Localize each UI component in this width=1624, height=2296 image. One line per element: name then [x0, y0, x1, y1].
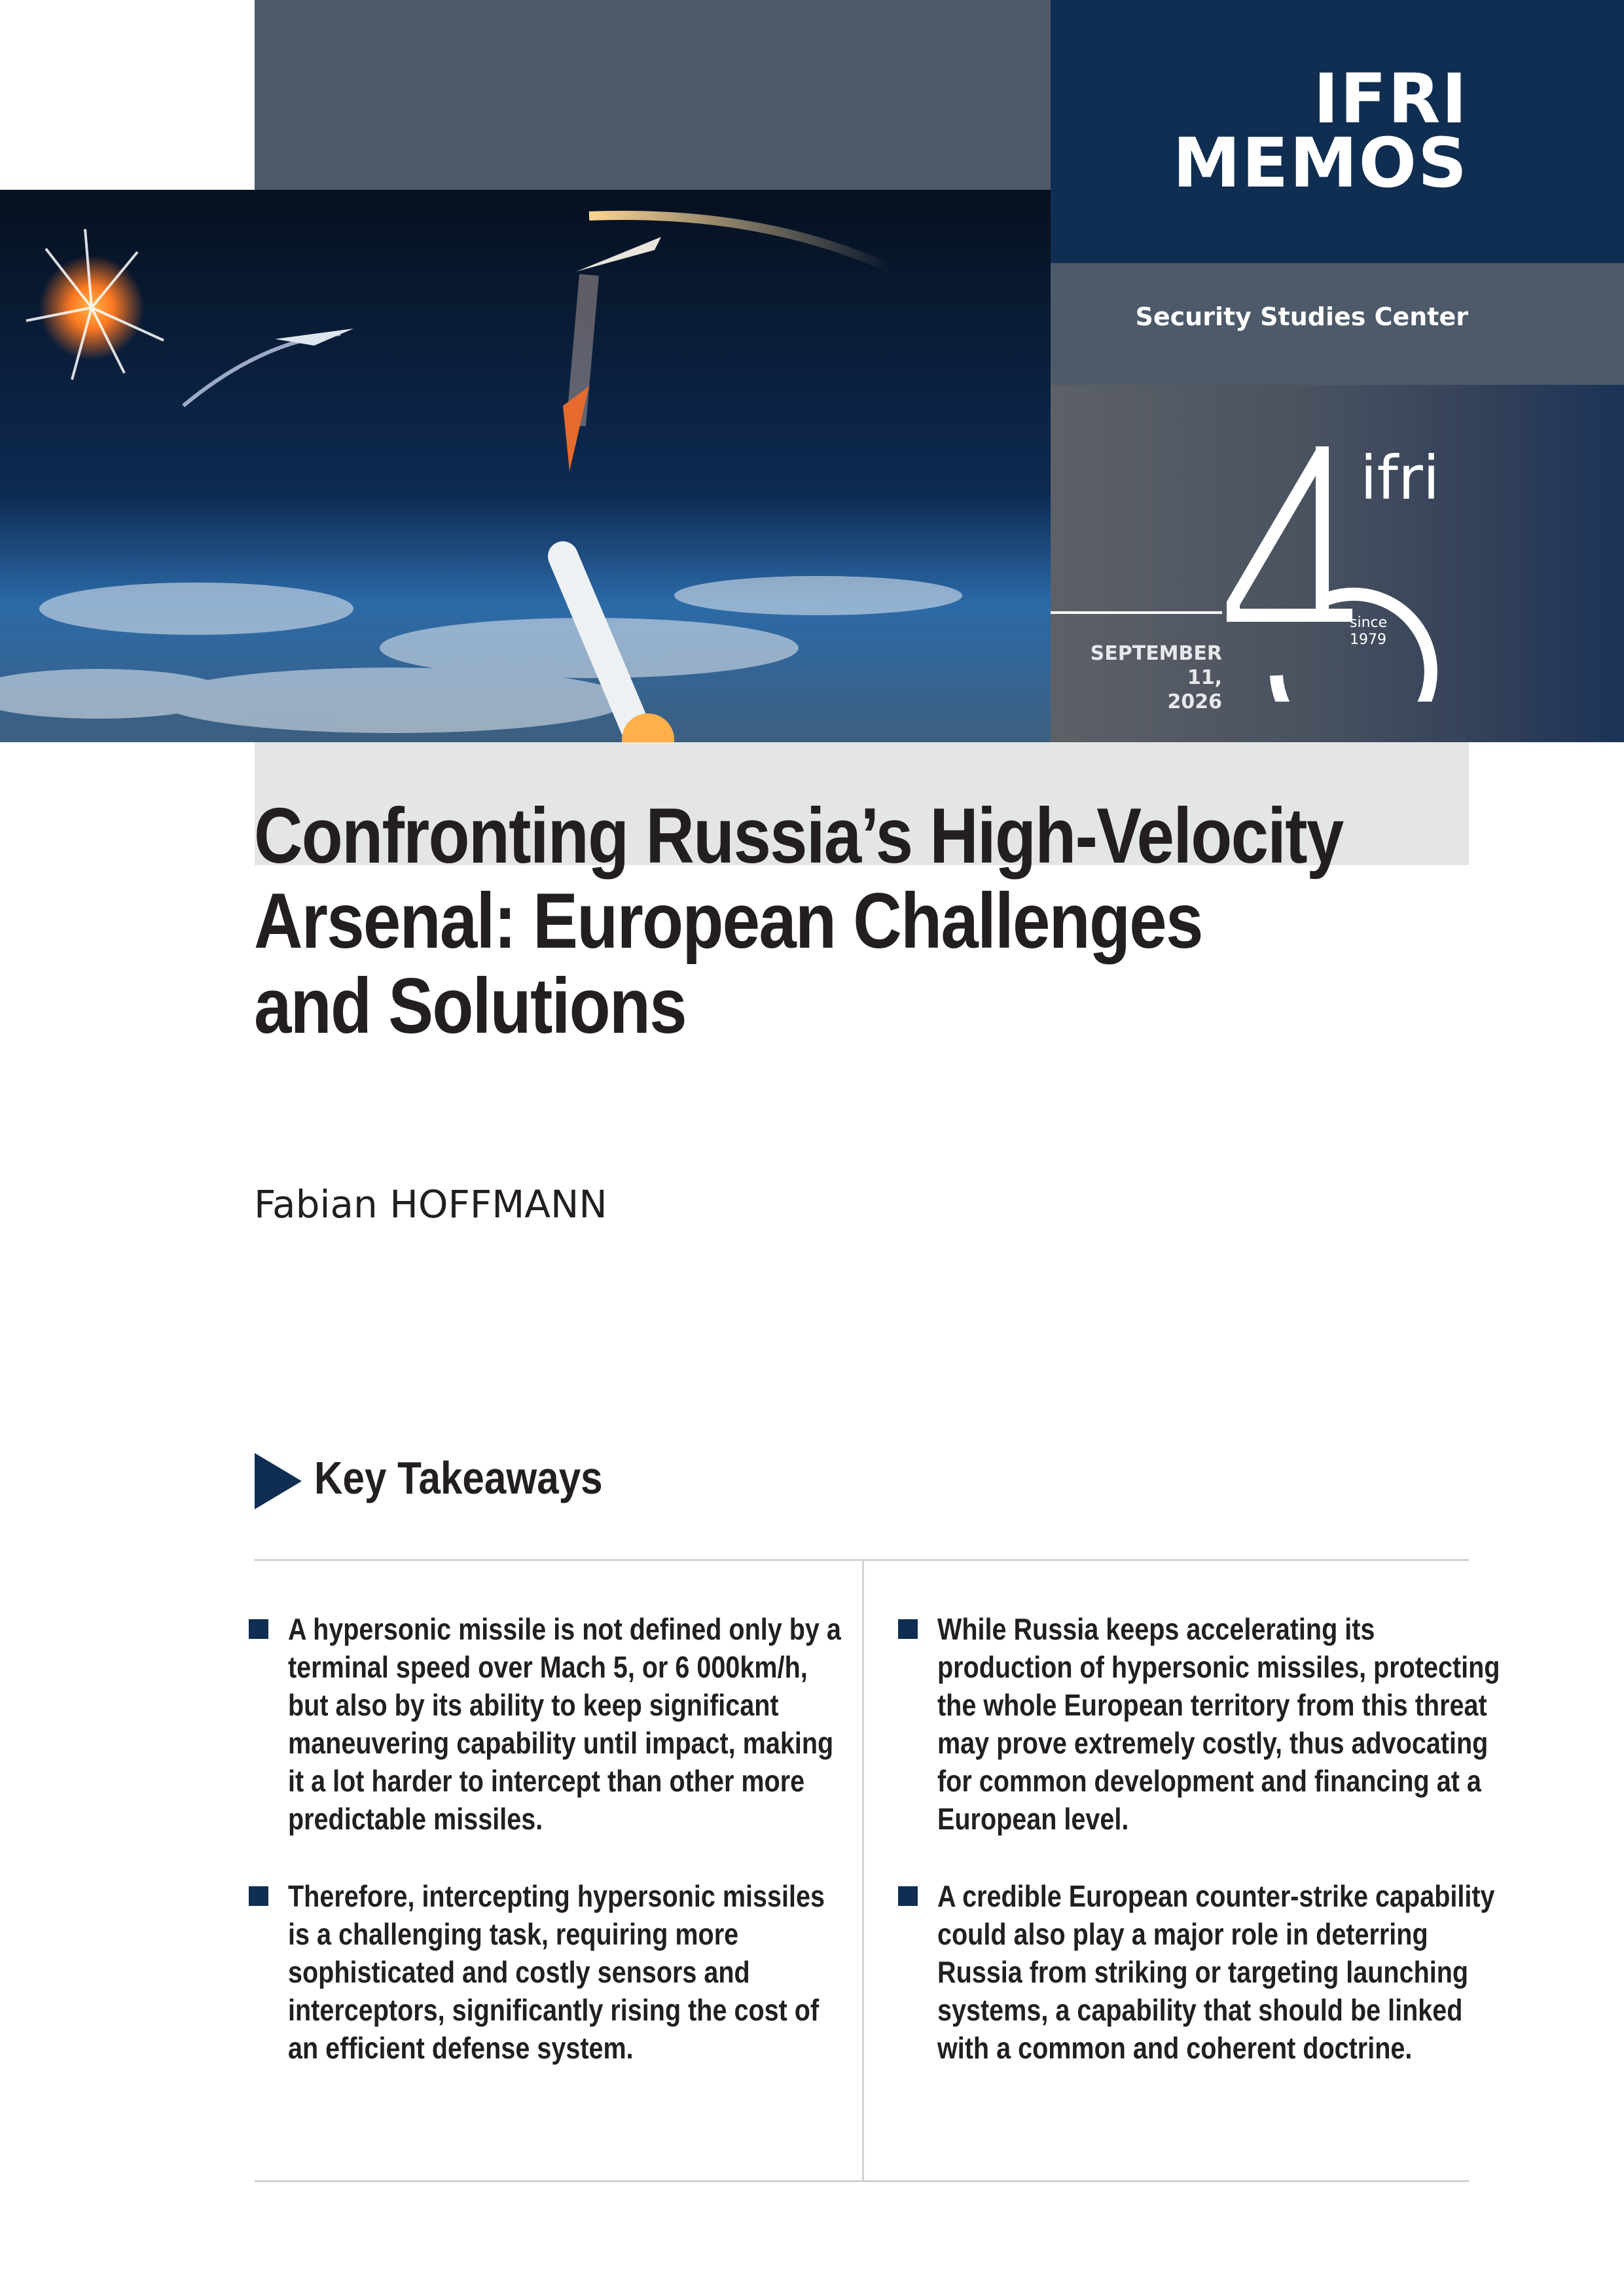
hero-image	[0, 190, 1051, 742]
document-title	[254, 793, 1471, 1049]
square-bullet-icon	[898, 1619, 918, 1639]
date-month: SEPTEMBER	[1090, 642, 1222, 665]
takeaway-item	[898, 1877, 1494, 2067]
author-name: Fabian HOFFMANN	[254, 1182, 607, 1227]
missiles-above-earth-illustration	[0, 190, 1051, 742]
ifri-45-anniversary-logo	[1224, 440, 1460, 702]
square-bullet-icon	[898, 1886, 918, 1906]
takeaways-bottom-rule	[255, 2180, 1469, 2182]
key-takeaways-heading: Key Takeaways	[314, 1452, 603, 1503]
takeaways-right-column	[898, 1610, 1500, 2106]
date-day: 11,	[1187, 666, 1222, 689]
takeaway-item	[898, 1610, 1500, 1838]
header-slate-band	[255, 0, 1051, 190]
triangle-arrow-icon	[255, 1453, 302, 1509]
logo-year: 1979	[1350, 632, 1386, 648]
logo-since: since	[1350, 615, 1388, 631]
takeaways-column-divider	[862, 1560, 864, 2180]
square-bullet-icon	[249, 1886, 268, 1906]
square-bullet-icon	[249, 1619, 268, 1639]
title-line-1: Confronting Russia’s High-Velocity	[254, 792, 1343, 880]
takeaway-text: Therefore, intercepting hypersonic missiles is a challenging task, requiring more sophisticated and costly sensors and interceptors, significantly rising the cost of an efficient defense system.	[288, 1879, 825, 2065]
date-divider	[1051, 611, 1222, 614]
takeaway-text: A credible European counter-strike capability could also play a major role in deterring Russia from striking or targeting launching systems, a capability that should be linked with a common and coherent doctrine.	[937, 1879, 1495, 2065]
takeaways-left-column	[249, 1610, 841, 2106]
title-line-3: and Solutions	[254, 962, 686, 1050]
logo-brand: ifri	[1360, 443, 1440, 513]
title-line-2: Arsenal: European Challenges	[254, 877, 1202, 965]
takeaway-item	[249, 1877, 838, 2067]
takeaway-text: A hypersonic missile is not defined only by a terminal speed over Mach 5, or 6 000km/h, but also by its ability to keep significant maneuvering capability until impact, making it a lot harder to intercept than other more predictable missiles.	[288, 1612, 841, 1836]
series-title	[1172, 59, 1468, 203]
series-title-line2: MEMOS	[1172, 123, 1468, 203]
takeaway-item	[249, 1610, 841, 1838]
takeaway-text: While Russia keeps accelerating its production of hypersonic missiles, protecting the whole European territory from this threat may prove extremely costly, thus advocating for common development and financing at a European level.	[937, 1612, 1500, 1836]
date-year: 2026	[1167, 691, 1222, 713]
center-label: Security Studies Center	[1135, 302, 1468, 331]
publication-date	[1051, 641, 1222, 714]
series-title-line1: IFRI	[1313, 59, 1468, 139]
